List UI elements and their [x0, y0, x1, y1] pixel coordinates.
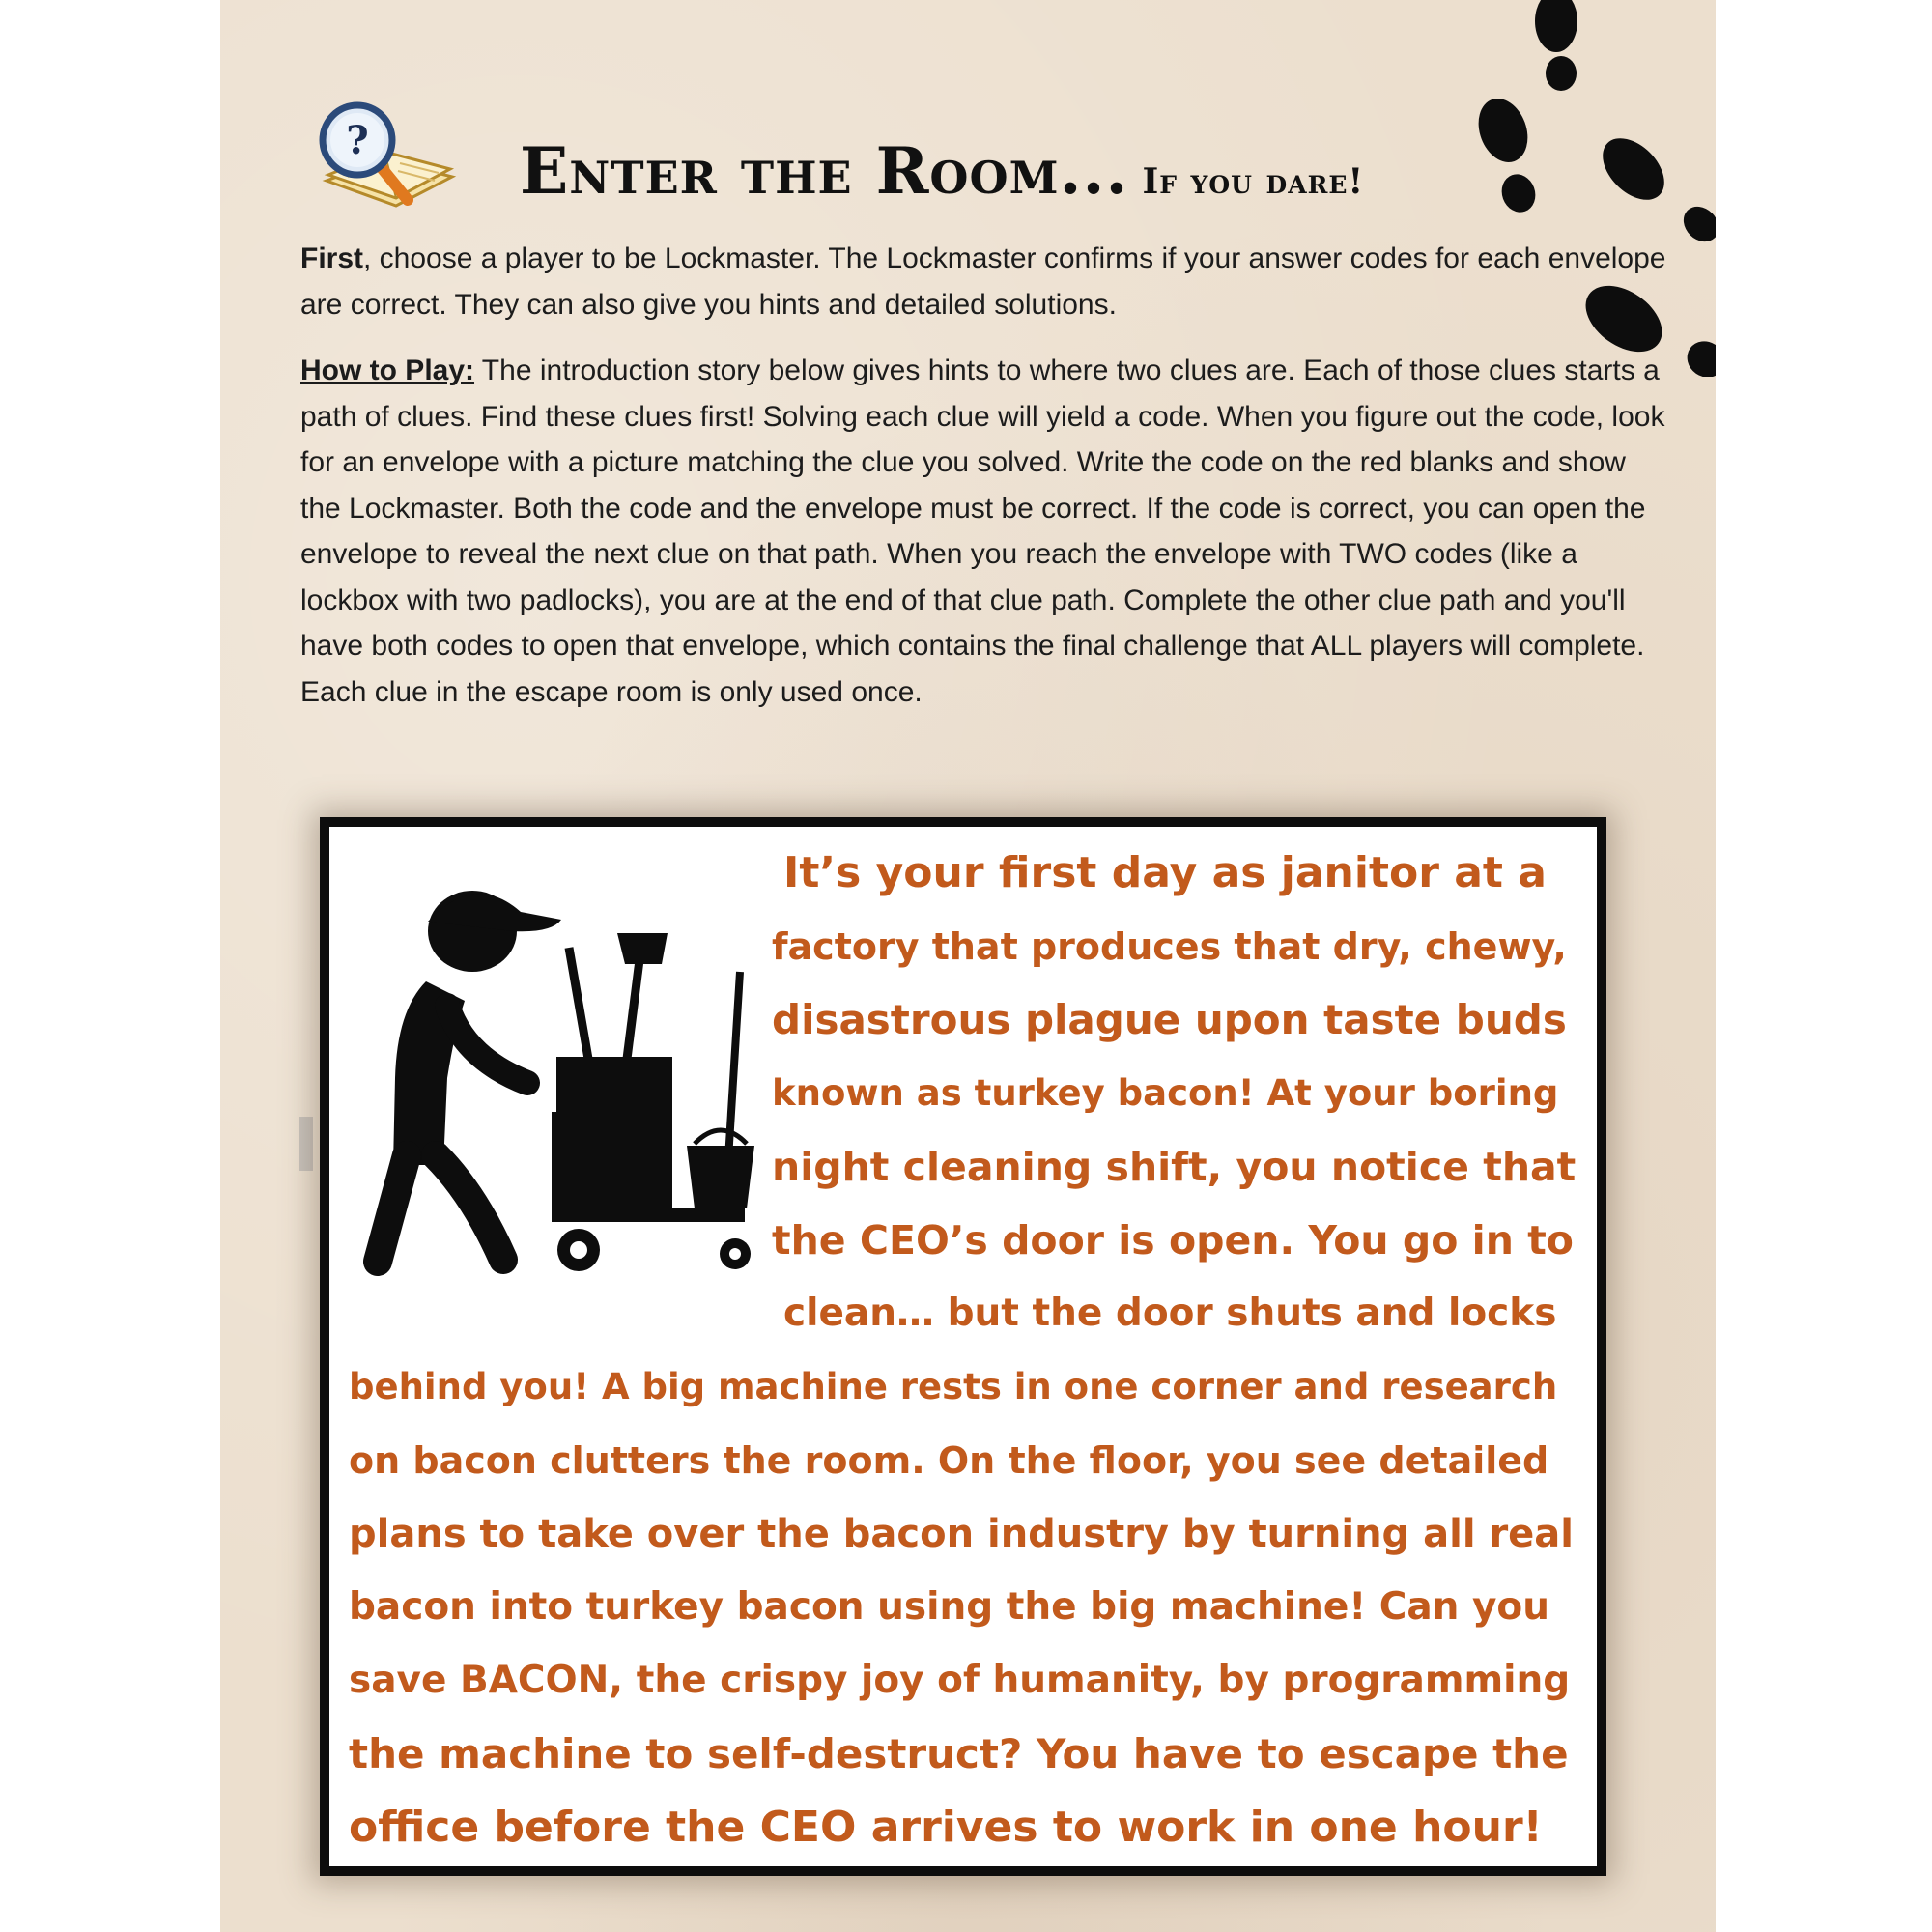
story-line: disastrous plague upon taste buds — [772, 996, 1567, 1043]
story-line: on bacon clutters the room. On the floor, you see detailed — [349, 1439, 1549, 1482]
story-line: bacon into turkey bacon using the big machine! Can you — [349, 1585, 1549, 1629]
story-line: clean… but the door shuts and locks — [783, 1292, 1557, 1335]
howto-lead: How to Play: — [300, 355, 475, 386]
story-line: save BACON, the crispy joy of humanity, by programming — [349, 1659, 1571, 1702]
title-main: Enter the Room... — [520, 133, 1129, 209]
intro-howto-paragraph — [300, 348, 1672, 715]
story-line: office before the CEO arrives to work in one hour! — [349, 1803, 1543, 1852]
intro-first-paragraph — [300, 236, 1672, 327]
story-line: plans to take over the bacon industry by turning all real — [349, 1512, 1575, 1556]
first-lead: First — [300, 242, 364, 274]
story-text — [329, 827, 1597, 1866]
howto-text: The introduction story below gives hints to where two clues are. Each of those clues starts a path of clues. Find these clues first! Solving each clue will yield a code. When you figure out the code, look for an envelope with a picture matching the clue you solved. Write the code on the red blanks and show the Lockmaster. Both the code and the envelope must be correct. If the code is correct, you can open the envelope to reveal the next clue on that path. When you reach the envelope with TWO codes (like a lockbox with two padlocks), you are at the end of that clue path. Complete the other clue path and you'll have both codes to open that envelope, which contains the final challenge that ALL players will complete. Each clue in the escape room is only used once. — [300, 355, 1665, 708]
story-line: It’s your first day as janitor at a — [783, 848, 1547, 897]
story-line: night cleaning shift, you notice that — [772, 1144, 1577, 1190]
resize-handle[interactable] — [299, 1117, 313, 1171]
title-subtitle: If you dare! — [1142, 161, 1365, 202]
page-title — [520, 133, 1364, 209]
story-line: the CEO’s door is open. You go in to — [772, 1217, 1574, 1264]
story-line: known as turkey bacon! At your boring — [772, 1072, 1559, 1114]
story-box — [320, 817, 1606, 1876]
magnifier-book-icon — [307, 92, 462, 217]
story-line: factory that produces that dry, chewy, — [772, 925, 1567, 968]
svg-text:?: ? — [346, 118, 369, 163]
story-line: behind you! A big machine rests in one corner and research — [349, 1366, 1558, 1407]
document-page — [220, 0, 1716, 1932]
story-line: the machine to self-destruct? You have to escape the — [349, 1730, 1569, 1777]
first-text: , choose a player to be Lockmaster. The Lockmaster confirms if your answer codes for each envelope are correct. They can also give you hints and detailed solutions. — [300, 242, 1666, 321]
